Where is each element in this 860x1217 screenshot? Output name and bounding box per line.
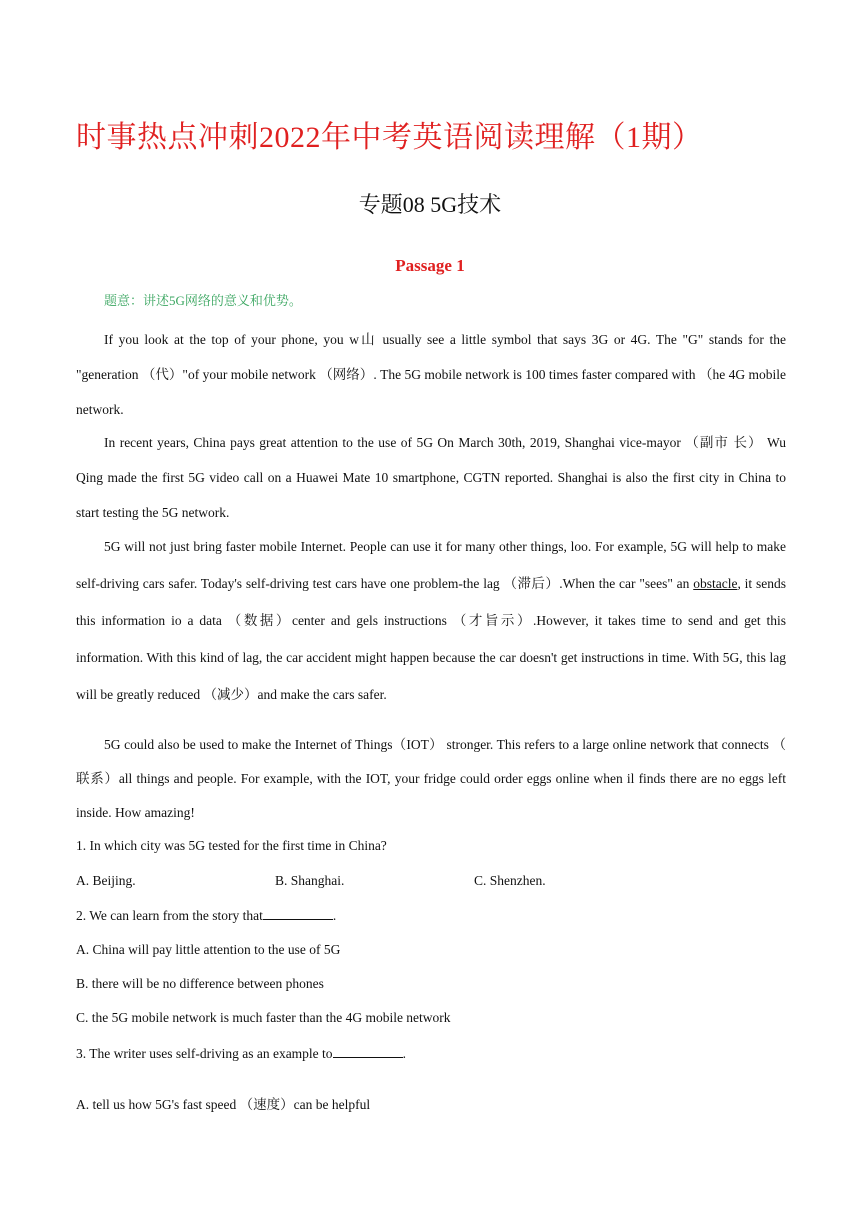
question-1: 1. In which city was 5G tested for the first time in China? (76, 838, 387, 853)
question-3-option-a: A. tell us how 5G's fast speed （速度）can be helpful (76, 1097, 371, 1112)
paragraph-2-text: In recent years, China pays great attention to the use of 5G On March 30th, 2019, Shanghai vice-mayor （副市 长） Wu Qing made the first 5G video call on a Huawei Mate 10 smartphone, CGTN reported. Shanghai is also the first city in China to start testing the 5G network. (76, 435, 786, 520)
paragraph-1 (76, 322, 786, 427)
question-2-option-c: C. the 5G mobile network is much faster than the 4G mobile network (76, 1010, 451, 1025)
question-1-option-c: C. Shenzhen. (474, 873, 546, 888)
passage-heading: Passage 1 (395, 256, 465, 275)
question-2-text: 2. We can learn from the story that (76, 908, 263, 923)
page-subtitle: 专题08 5G技术 (358, 192, 502, 217)
question-2-option-a: A. China will pay little attention to the use of 5G (76, 942, 341, 957)
question-2-option-b: B. there will be no difference between phones (76, 976, 324, 991)
paragraph-3-text-a: 5G will not just bring faster mobile Internet. People can use it for many other things, loo. For example, 5G will help to make self-driving cars safer. Today's self-driving test cars have one problem-the lag （滞后）.When the car "sees" an (76, 539, 786, 591)
passage-gist: 题意：讲述5G网络的意义和优势。 (104, 293, 302, 308)
paragraph-1-text: If you look at the top of your phone, you w山 usually see a little symbol that says 3G or 4G. The "G" stands for the "generation （代）"of your mobile network （网络）. The 5G mobile network is 100 times faster compared with （he 4G mobile network. (76, 332, 786, 417)
question-3 (76, 1045, 406, 1062)
question-2-period: . (332, 908, 337, 923)
paragraph-2 (76, 425, 786, 530)
question-2 (76, 907, 336, 924)
paragraph-4 (76, 728, 786, 830)
underlined-word: obstacle (693, 576, 738, 591)
paragraph-3-text-b: , it sends this information io a data （数据）center and gels instructions （才旨示）.However, it takes time to send and get this information. With this kind of lag, the car accident might happen because the car doesn't get instructions in time. With 5G, this lag will be greatly reduced （减少）and make the cars safer. (76, 576, 786, 702)
answer-blank (263, 907, 333, 920)
question-3-period: . (402, 1046, 406, 1061)
question-1-option-a: A. Beijing. (76, 873, 136, 888)
page-title: 时事热点冲刺2022年中考英语阅读理解（1期） (76, 121, 703, 154)
paragraph-3 (76, 528, 786, 713)
question-3-text: 3. The writer uses self-driving as an example to (76, 1046, 333, 1061)
answer-blank (333, 1045, 403, 1058)
question-1-option-b: B. Shanghai. (275, 873, 345, 888)
paragraph-4-text: 5G could also be used to make the Internet of Things（IOT） stronger. This refers to a large online network that connects （ 联系）all things and people. For example, with the IOT, your fridge could order eggs online when il finds there are no eggs left inside. How amazing! (76, 737, 786, 820)
